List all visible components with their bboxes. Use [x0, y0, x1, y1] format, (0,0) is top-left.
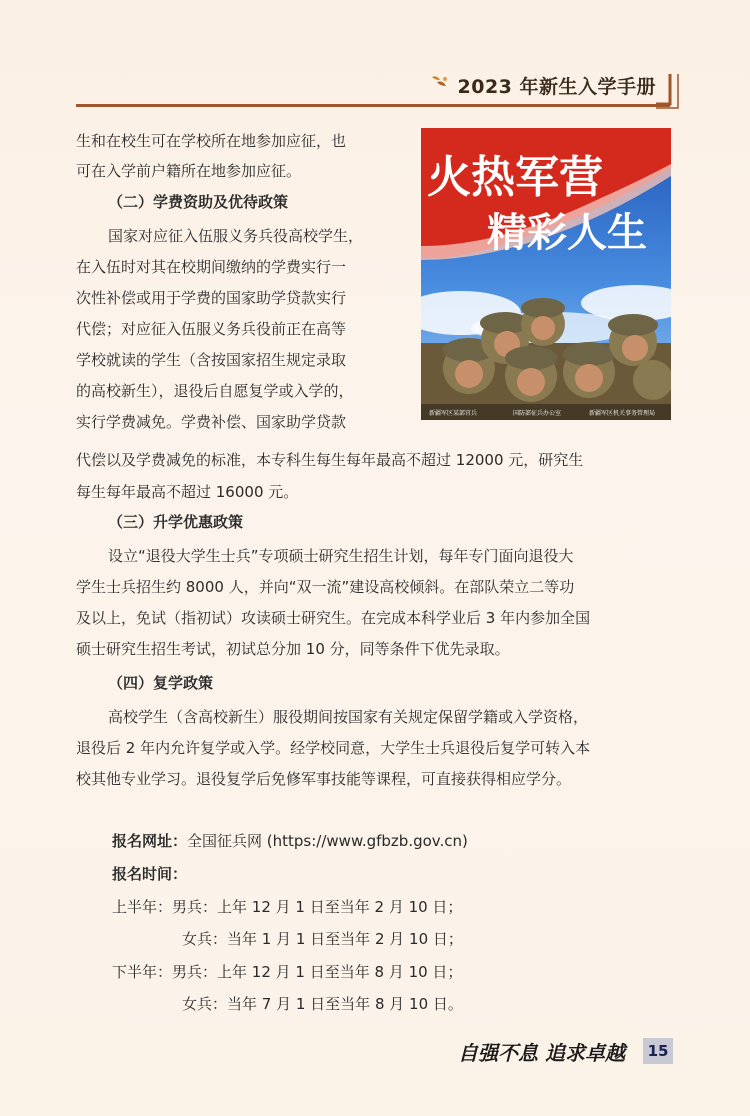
body-line: 校其他专业学习。退役复学后免修军事技能等课程，可直接获得相应学分。 [76, 770, 572, 788]
website-value: 全国征兵网 (https://www.gfbzb.gov.cn) [187, 832, 468, 850]
body-line: 国家对应征入伍服义务兵役高校学生， [108, 227, 364, 245]
body-line: 高校学生（含高校新生）服役期间按国家有关规定保留学籍或入学资格， [108, 708, 589, 726]
first-half-female-row [182, 929, 463, 949]
body-line: 学生士兵招生约 8000 人，并向“双一流”建设高校倾斜。在部队荣立二等功 [76, 578, 575, 596]
first-half-label: 上半年： [112, 898, 173, 916]
website-label: 报名网址： [112, 832, 188, 850]
page-number: 15 [643, 1038, 673, 1064]
second-half-male-dates: 上年 12 月 1 日至当年 8 月 10 日； [217, 963, 463, 981]
poster-headline-top: 火热军营 [427, 152, 603, 203]
poster-headline-bottom: 精彩人生 [487, 209, 647, 256]
body-line: 代偿以及学费减免的标准，本专科生每生每年最高不超过 12000 元，研究生 [76, 451, 584, 469]
recruitment-poster [421, 128, 671, 420]
body-line: 退役后 2 年内允许复学或入学。经学校同意，大学生士兵退役后复学可转入本 [76, 739, 591, 757]
body-line: 代偿；对应征入伍服义务兵役前正在高等 [76, 320, 347, 338]
second-half-female-dates: 当年 7 月 1 日至当年 8 月 10 日。 [227, 995, 463, 1013]
second-half-label: 下半年： [112, 963, 173, 981]
footer-slogan-text: 自强不息 追求卓越 [458, 1041, 625, 1065]
female-label: 女兵： [182, 995, 228, 1013]
section-heading-resumption: （四）复学政策 [108, 674, 214, 692]
body-line: 硕士研究生招生考试，初试总分加 10 分，同等条件下优先录取。 [76, 640, 510, 658]
body-line: 的高校新生），退役后自愿复学或入学的， [76, 382, 354, 400]
body-line: 及以上，免试（指初试）攻读硕士研究生。在完成本科学业后 3 年内参加全国 [76, 609, 591, 627]
body-line: 在入伍时对其在校期间缴纳的学费实行一 [76, 258, 347, 276]
header-corner-bracket [652, 72, 688, 110]
section-heading-tuition: （二）学费资助及优待政策 [108, 193, 289, 211]
body-line: 学校就读的学生（含按国家招生规定录取 [76, 351, 347, 369]
body-line: 生和在校生可在学校所在地参加应征，也 [76, 132, 347, 150]
first-half-female-dates: 当年 1 月 1 日至当年 2 月 10 日； [227, 930, 463, 948]
registration-time-label: 报名时间： [112, 865, 188, 883]
poster-caption-2: 国防部征兵办公室 [513, 410, 562, 417]
book-logo-icon [429, 74, 451, 94]
body-line: 每生每年最高不超过 16000 元。 [76, 483, 299, 501]
first-half-male-dates: 上年 12 月 1 日至当年 2 月 10 日； [217, 898, 463, 916]
poster-caption-1: 新疆军区某部官兵 [429, 410, 478, 417]
handbook-title: 2023 年新生入学手册 [457, 76, 656, 98]
section-heading-admission: （三）升学优惠政策 [108, 513, 244, 531]
body-line: 可在入学前户籍所在地参加应征。 [76, 162, 302, 180]
registration-website [112, 831, 468, 851]
female-label: 女兵： [182, 930, 228, 948]
body-line: 次性补偿或用于学费的国家助学贷款实行 [76, 289, 347, 307]
body-line: 设立“退役大学生士兵”专项硕士研究生招生计划，每年专门面向退役大 [108, 547, 574, 565]
footer-slogan-calligraphy [458, 1036, 638, 1068]
header-rule [76, 104, 670, 107]
second-half-male-row [112, 962, 462, 982]
body-line: 实行学费减免。学费补偿、国家助学贷款 [76, 413, 347, 431]
first-half-male-row [112, 897, 462, 917]
poster-caption-3: 新疆军区机关事务管理局 [589, 410, 656, 417]
second-half-female-row [182, 994, 463, 1014]
male-label: 男兵： [172, 963, 218, 981]
male-label: 男兵： [172, 898, 218, 916]
